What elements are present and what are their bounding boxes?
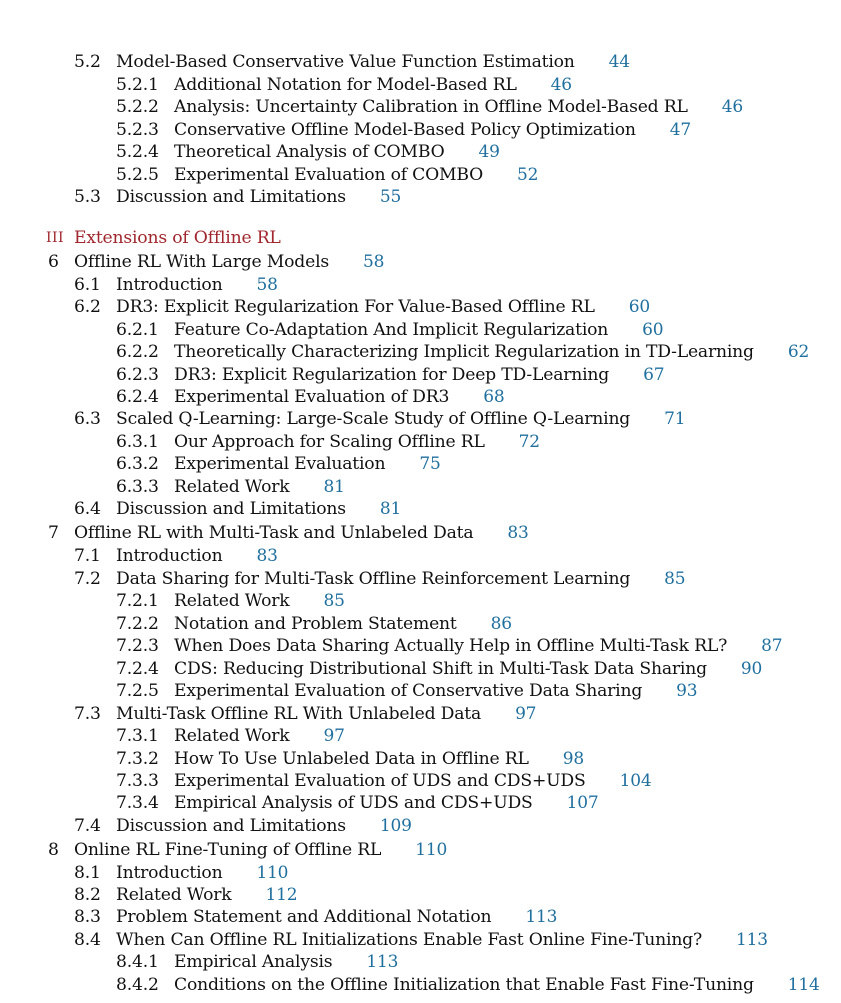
toc-entry-title-text: Related Work — [116, 885, 232, 905]
toc-entry-number: 7.2.5 — [116, 681, 159, 701]
toc-page-number[interactable]: 98 — [562, 749, 584, 769]
toc-entry-number: 8.4.2 — [116, 975, 159, 995]
toc-entry-title-text: Experimental Evaluation of Conservative Data Sharing — [174, 681, 643, 701]
toc-entry-title — [74, 251, 384, 273]
toc-page-number[interactable]: 55 — [379, 187, 402, 207]
toc-entry-title — [174, 119, 691, 141]
toc-entry-title — [174, 658, 762, 680]
toc-page-number[interactable]: 67 — [643, 365, 665, 385]
toc-page-number[interactable]: 85 — [664, 569, 686, 589]
toc-entry-title-text: Notation and Problem Statement — [174, 614, 457, 634]
toc-entry-title — [116, 929, 768, 951]
toc-entry-title-text: Introduction — [116, 546, 223, 566]
toc-entry-title-text: Empirical Analysis of UDS and CDS+UDS — [174, 793, 533, 813]
toc-entry-title-text: Data Sharing for Multi-Task Offline Reinforcement Learning — [116, 569, 631, 589]
toc-entry-title — [74, 839, 447, 861]
toc-page-number[interactable]: 83 — [256, 546, 278, 566]
toc-entry-title — [174, 680, 697, 702]
toc-entry-title-text: Additional Notation for Model-Based RL — [174, 75, 517, 95]
toc-page-number[interactable]: 112 — [265, 885, 298, 905]
toc-page-number[interactable]: 110 — [415, 840, 448, 860]
toc-entry-title — [174, 792, 599, 814]
toc-entry-title-text: Theoretical Analysis of COMBO — [174, 142, 445, 162]
toc-entry-title — [74, 227, 281, 249]
toc-entry-title-text: CDS: Reducing Distributional Shift in Multi-Task Data Sharing — [174, 659, 707, 679]
toc-entry-title-text: Extensions of Offline RL — [74, 228, 281, 248]
toc-entry-title — [116, 906, 557, 928]
toc-entry-number: 7.1 — [74, 546, 101, 566]
toc-entry-title-text: Our Approach for Scaling Offline RL — [174, 432, 485, 452]
toc-entry-title-text: Problem Statement and Additional Notation — [116, 907, 492, 927]
toc-entry-title — [116, 703, 536, 725]
toc-entry-number: 6.3.1 — [116, 432, 159, 452]
toc-entry-title — [174, 725, 345, 747]
toc-page-number[interactable]: 97 — [515, 704, 537, 724]
toc-entry-number: 6 — [48, 252, 59, 272]
toc-entry-number: 5.2.4 — [116, 142, 159, 162]
toc-entry-title — [174, 74, 572, 96]
toc-entry-title — [116, 498, 401, 520]
toc-entry-number: 6.2.1 — [116, 320, 159, 340]
toc-entry-number: 8 — [48, 840, 59, 860]
toc-entry-title — [116, 545, 278, 567]
toc-entry-number: III — [46, 230, 65, 246]
toc-entry-number: 7.3.3 — [116, 771, 159, 791]
toc-entry-title — [174, 453, 441, 475]
toc-entry-title — [116, 884, 297, 906]
toc-page-number[interactable]: 58 — [362, 252, 385, 272]
toc-entry-title-text: Conditions on the Offline Initialization that Enable Fast Fine-Tuning — [174, 975, 754, 995]
toc-entry-number: 6.1 — [74, 275, 101, 295]
toc-page-number[interactable]: 113 — [736, 930, 768, 950]
toc-page-number[interactable]: 58 — [256, 275, 278, 295]
toc-page-number[interactable]: 46 — [550, 75, 572, 95]
toc-page-number[interactable]: 60 — [642, 320, 664, 340]
toc-entry-title-text: Experimental Evaluation of COMBO — [174, 165, 484, 185]
toc-page-number[interactable]: 109 — [379, 816, 412, 836]
toc-entry-number: 8.3 — [74, 907, 101, 927]
toc-entry-title — [174, 951, 398, 973]
toc-entry-title-text: Theoretically Characterizing Implicit Regularization in TD-Learning — [174, 342, 754, 362]
toc-entry-title — [174, 319, 663, 341]
toc-entry-title — [174, 164, 538, 186]
toc-page-number[interactable]: 68 — [483, 387, 505, 407]
toc-entry-title-text: Online RL Fine-Tuning of Offline RL — [74, 840, 382, 860]
toc-entry-number: 7.4 — [74, 816, 101, 836]
toc-page-number[interactable]: 83 — [507, 523, 529, 543]
toc-page-number[interactable]: 72 — [518, 432, 540, 452]
toc-page-number[interactable]: 113 — [525, 907, 558, 927]
toc-entry-number: 7.3.2 — [116, 749, 159, 769]
toc-entry-title — [116, 815, 412, 837]
toc-entry-title-text: Introduction — [116, 275, 223, 295]
toc-page-number[interactable]: 81 — [379, 499, 402, 519]
toc-entry-number: 7 — [48, 523, 59, 543]
toc-entry-number: 7.2 — [74, 569, 101, 589]
toc-entry-title — [174, 748, 584, 770]
toc-page-number[interactable]: 44 — [608, 52, 630, 72]
toc-page-number[interactable]: 81 — [323, 477, 345, 497]
toc-page-number[interactable]: 62 — [787, 342, 810, 362]
toc-entry-number: 7.2.4 — [116, 659, 159, 679]
toc-entry-title-text: Offline RL with Multi-Task and Unlabeled Data — [74, 523, 474, 543]
toc-entry-title-text: Offline RL With Large Models — [74, 252, 329, 272]
toc-entry-number: 8.4.1 — [116, 952, 159, 972]
toc-entry-title — [174, 141, 500, 163]
toc-page-number[interactable]: 60 — [628, 297, 650, 317]
toc-entry-title-text: When Does Data Sharing Actually Help in Offline Multi-Task RL? — [174, 636, 728, 656]
toc-page-number[interactable]: 52 — [517, 165, 539, 185]
toc-entry-title-text: Analysis: Uncertainty Calibration in Offline Model-Based RL — [174, 97, 688, 117]
toc-entry-title-text: Experimental Evaluation of UDS and CDS+UDS — [174, 771, 586, 791]
toc-entry-number: 6.3.2 — [116, 454, 159, 474]
toc-entry-number: 5.3 — [74, 187, 101, 207]
toc-entry-title-text: Empirical Analysis — [174, 952, 333, 972]
toc-page-number[interactable]: 113 — [366, 952, 399, 972]
toc-entry-title-text: Discussion and Limitations — [116, 187, 346, 207]
toc-entry-title-text: DR3: Explicit Regularization For Value-Based Offline RL — [116, 297, 595, 317]
toc-entry-number: 5.2.5 — [116, 165, 159, 185]
toc-entry-title-text: When Can Offline RL Initializations Enable Fast Online Fine-Tuning? — [116, 930, 703, 950]
toc-entry-number: 7.3.4 — [116, 793, 159, 813]
toc-entry-title — [174, 364, 664, 386]
toc-entry-title — [174, 96, 743, 118]
toc-entry-title-text: Related Work — [174, 591, 290, 611]
toc-entry-number: 7.2.2 — [116, 614, 159, 634]
toc-entry-title — [174, 386, 504, 408]
toc-entry-title — [174, 974, 820, 996]
toc-entry-number: 5.2.2 — [116, 97, 159, 117]
toc-entry-number: 7.2.1 — [116, 591, 159, 611]
toc-entry-title — [116, 408, 685, 430]
toc-entry-title-text: Discussion and Limitations — [116, 816, 346, 836]
toc-entry-title-text: How To Use Unlabeled Data in Offline RL — [174, 749, 529, 769]
toc-entry-number: 6.3.3 — [116, 477, 159, 497]
toc-entry-number: 8.4 — [74, 930, 101, 950]
toc-entry-number: 6.2.3 — [116, 365, 159, 385]
toc-entry-title-text: Experimental Evaluation — [174, 454, 386, 474]
toc-entry-title — [174, 431, 540, 453]
toc-page-number[interactable]: 49 — [478, 142, 500, 162]
toc-entry-title — [116, 296, 650, 318]
toc-page-number[interactable]: 85 — [323, 591, 345, 611]
toc-entry-title-text: Model-Based Conservative Value Function Estimation — [116, 52, 575, 72]
toc-entry-title-text: Discussion and Limitations — [116, 499, 346, 519]
toc-page-number[interactable]: 90 — [740, 659, 763, 679]
toc-page-number[interactable]: 114 — [787, 975, 820, 995]
toc-entry-title-text: Experimental Evaluation of DR3 — [174, 387, 450, 407]
toc-entry-title — [174, 770, 651, 792]
toc-entry-title — [174, 476, 345, 498]
toc-entry-title-text: Scaled Q-Learning: Large-Scale Study of Offline Q-Learning — [116, 409, 631, 429]
toc-entry-title-text: Conservative Offline Model-Based Policy Optimization — [174, 120, 636, 140]
toc-entry-title — [116, 862, 288, 884]
toc-entry-title — [174, 635, 782, 657]
toc-entry-number: 7.3.1 — [116, 726, 159, 746]
toc-entry-title — [116, 568, 685, 590]
toc-entry-number: 5.2.1 — [116, 75, 159, 95]
toc-entry-number: 6.3 — [74, 409, 101, 429]
toc-page-number[interactable]: 46 — [721, 97, 743, 117]
toc-entry-number: 5.2 — [74, 52, 101, 72]
toc-page-number[interactable]: 97 — [323, 726, 345, 746]
toc-entry-number: 8.2 — [74, 885, 101, 905]
toc-entry-number: 6.2.4 — [116, 387, 159, 407]
toc-page-number[interactable]: 71 — [664, 409, 686, 429]
toc-entry-title-text: DR3: Explicit Regularization for Deep TD-Learning — [174, 365, 610, 385]
toc-entry-number: 6.2 — [74, 297, 101, 317]
toc-page-number[interactable]: 93 — [676, 681, 698, 701]
toc-entry-title-text: Introduction — [116, 863, 223, 883]
toc-entry-number: 8.1 — [74, 863, 101, 883]
toc-page-number[interactable]: 110 — [256, 863, 289, 883]
toc-entry-title — [174, 341, 809, 363]
toc-entry-title-text: Multi-Task Offline RL With Unlabeled Data — [116, 704, 482, 724]
toc-page-number[interactable]: 75 — [419, 454, 441, 474]
toc-entry-title — [116, 186, 401, 208]
toc-page-number[interactable]: 86 — [490, 614, 512, 634]
toc-entry-number: 6.2.2 — [116, 342, 159, 362]
toc-entry-title — [116, 51, 630, 73]
toc-entry-title — [74, 522, 529, 544]
toc-page-number[interactable]: 104 — [619, 771, 652, 791]
toc-entry-title-text: Related Work — [174, 477, 290, 497]
toc-page-number[interactable]: 47 — [669, 120, 692, 140]
toc-entry-number: 7.3 — [74, 704, 101, 724]
toc-entry-title-text: Related Work — [174, 726, 290, 746]
toc-page-number[interactable]: 87 — [761, 636, 783, 656]
toc-entry-title-text: Feature Co-Adaptation And Implicit Regularization — [174, 320, 609, 340]
toc-entry-title — [174, 590, 345, 612]
toc-entry-number: 6.4 — [74, 499, 101, 519]
toc-entry-title — [116, 274, 278, 296]
toc-entry-title — [174, 613, 512, 635]
toc-entry-number: 5.2.3 — [116, 120, 159, 140]
toc-page-number[interactable]: 107 — [566, 793, 599, 813]
toc-entry-number: 7.2.3 — [116, 636, 159, 656]
